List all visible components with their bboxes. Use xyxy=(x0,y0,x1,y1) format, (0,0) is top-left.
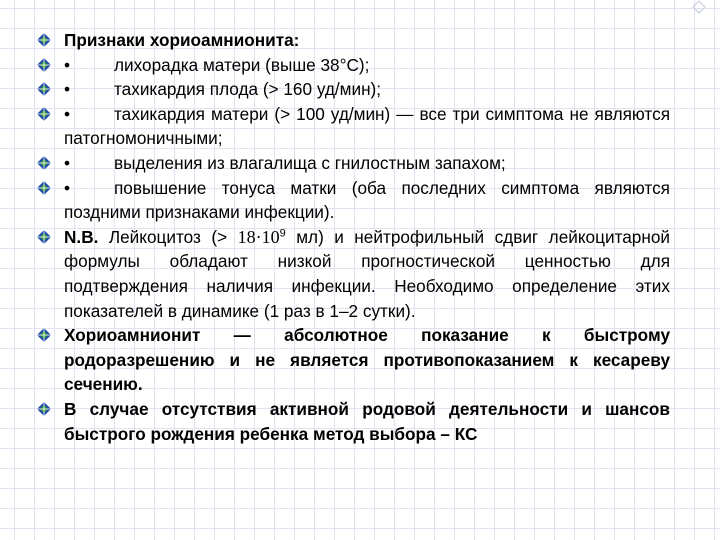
item-text: мл) и нейтрофильный сдвиг лейкоцитарной формулы обладают низкой прогностической ценностью для подтверждения наличия инфекции. Необходимо определение этих показателей в динамике (1 раз в 1–2 сутки). xyxy=(64,226,671,321)
list-item xyxy=(30,151,670,176)
leukocyte-value: 18·10 xyxy=(237,226,280,247)
diamond-bullet-icon xyxy=(36,106,52,122)
nb-label: N.B. xyxy=(64,226,99,247)
sub-bullet: • xyxy=(64,177,71,198)
item-text: повышение тонуса матки (оба последних симптома являются поздними признаками инфекции). xyxy=(64,177,670,223)
item-text: тахикардия плода (> 160 уд/мин); xyxy=(114,79,382,100)
sub-bullet: • xyxy=(64,54,71,75)
bullet-list xyxy=(30,28,670,446)
diamond-bullet-icon xyxy=(36,155,52,171)
diamond-bullet-icon xyxy=(36,401,52,417)
item-text: выделения из влагалища с гнилостным запахом; xyxy=(114,152,506,173)
list-item xyxy=(30,397,670,446)
item-text: Хориоамнионит — абсолютное показание к быстрому родоразрешению и не является противопоказанием к кесареву сечению. xyxy=(64,325,670,395)
item-text: лихорадка матери (выше 38°С); xyxy=(114,54,370,75)
list-item xyxy=(30,323,670,397)
sub-bullet: • xyxy=(64,152,71,173)
item-text: тахикардия матери (> 100 уд/мин) — все три симптома не являются патогномоничными; xyxy=(64,103,670,149)
diamond-bullet-icon xyxy=(36,57,52,73)
diamond-bullet-icon xyxy=(36,229,52,245)
list-item xyxy=(30,53,670,78)
list-item xyxy=(30,176,670,225)
list-item xyxy=(30,28,670,53)
diamond-bullet-icon xyxy=(36,327,52,343)
corner-diamond-icon xyxy=(692,0,706,14)
list-item xyxy=(30,225,670,323)
diamond-bullet-icon xyxy=(36,81,52,97)
list-item xyxy=(30,77,670,102)
diamond-bullet-icon xyxy=(36,180,52,196)
item-text: В случае отсутствия активной родовой деятельности и шансов быстрого рождения ребенка метод выбора – КС xyxy=(64,398,670,444)
exponent: 9 xyxy=(279,227,286,240)
diamond-bullet-icon xyxy=(36,32,52,48)
item-text: Признаки хориоамнионита: xyxy=(64,30,300,50)
item-text: Лейкоцитоз (> xyxy=(108,226,228,247)
sub-bullet: • xyxy=(64,103,71,124)
sub-bullet: • xyxy=(64,79,71,100)
list-item xyxy=(30,102,670,151)
